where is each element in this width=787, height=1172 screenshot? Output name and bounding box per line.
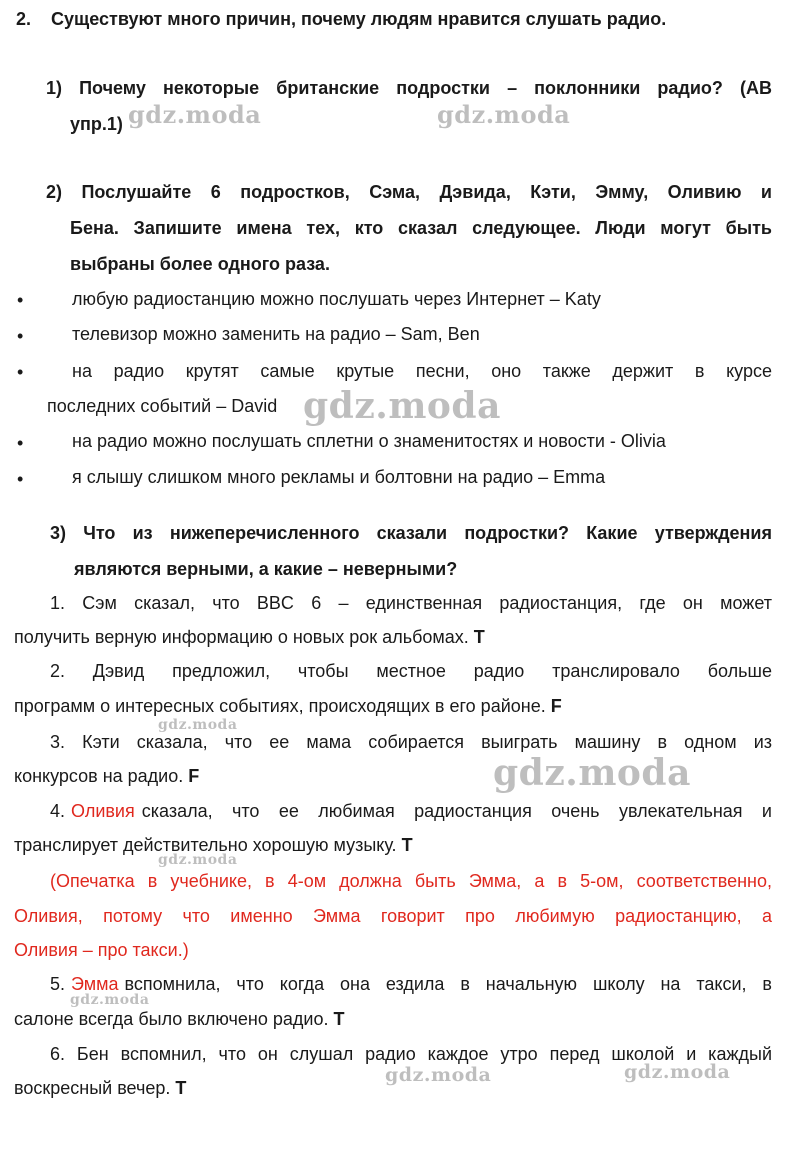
item-1-line1: 1. Сэм сказал, что BBC 6 – единственная радиостанция, где он может xyxy=(50,593,772,613)
item-6-text: воскресный вечер. xyxy=(14,1078,171,1098)
item-2-text: программ о интересных событиях, происходящих в его районе. xyxy=(14,696,546,716)
watermark: gdz.moda xyxy=(437,100,571,129)
q2-line2: Бена. Запишите имена тех, кто сказал следующее. Люди могут быть xyxy=(70,218,772,238)
item-2-line1: 2. Дэвид предложил, чтобы местное радио транслировало больше xyxy=(50,661,772,681)
item-4-line1 xyxy=(50,800,772,822)
watermark: gdz.moda xyxy=(158,852,238,868)
note-line1: (Опечатка в учебнике, в 4-ом должна быть Эмма, а в 5-ом, соответственно, xyxy=(50,871,772,891)
bullet-item-4: на радио можно послушать сплетни о знаменитостях и новости - Olivia xyxy=(72,431,666,451)
item-3-line1: 3. Кэти сказала, что ее мама собирается выиграть машину в одном из xyxy=(50,732,772,752)
bullet-dot: • xyxy=(17,326,24,346)
task-heading xyxy=(16,8,666,30)
item-3-line2 xyxy=(14,765,199,787)
q2-line3: выбраны более одного раза. xyxy=(70,254,330,274)
item-4-answer: T xyxy=(401,835,413,855)
item-1-answer: T xyxy=(473,627,485,647)
task-number: 2. xyxy=(16,9,32,29)
q3-line2: являются верными, а какие – неверными? xyxy=(74,559,458,579)
item-4-text-2: транслирует действительно хорошую музыку. xyxy=(14,835,397,855)
watermark: gdz.moda xyxy=(624,1061,731,1083)
q3-line1: 3) Что из нижеперечисленного сказали подростки? Какие утверждения xyxy=(50,523,772,543)
item-6-line2 xyxy=(14,1077,186,1099)
bullet-dot: • xyxy=(17,290,24,310)
item-2-line2 xyxy=(14,695,562,717)
item-3-answer: F xyxy=(188,766,200,786)
item-4-name: Оливия xyxy=(71,801,135,821)
bullet-item-3-line1: на радио крутят самые крутые песни, оно также держит в курсе xyxy=(72,361,772,381)
item-1-line2 xyxy=(14,626,485,648)
q1-line1: 1) Почему некоторые британские подростки – поклонники радио? (АВ xyxy=(46,78,772,98)
watermark: gdz.moda xyxy=(128,100,262,129)
bullet-dot: • xyxy=(17,433,24,453)
task-title: Существуют много причин, почему людям нравится слушать радио. xyxy=(51,9,667,29)
item-6-line1: 6. Бен вспомнил, что он слушал радио каждое утро перед школой и каждый xyxy=(50,1044,772,1064)
item-5-text-2: салоне всегда было включено радио. xyxy=(14,1009,329,1029)
item-6-answer: T xyxy=(175,1078,187,1098)
item-5-line1 xyxy=(50,973,772,995)
item-5-line2 xyxy=(14,1008,344,1030)
watermark: gdz.moda xyxy=(158,717,238,733)
note-line2: Оливия, потому что именно Эмма говорит про любимую радиостанцию, а xyxy=(14,906,772,926)
item-4-text: сказала, что ее любимая радиостанция очень увлекательная и xyxy=(141,801,772,821)
watermark: gdz.moda xyxy=(303,385,501,427)
item-1-text: получить верную информацию о новых рок альбомах. xyxy=(14,627,469,647)
q1-line2: упр.1) xyxy=(70,114,123,134)
watermark: gdz.moda xyxy=(493,752,691,794)
item-4-number: 4. xyxy=(50,801,66,821)
bullet-dot: • xyxy=(17,469,24,489)
item-5-text: вспомнила, что когда она ездила в начальную школу на такси, в xyxy=(124,974,772,994)
watermark: gdz.moda xyxy=(385,1064,492,1086)
note-line3: Оливия – про такси.) xyxy=(14,940,189,960)
item-5-name: Эмма xyxy=(71,974,119,994)
bullet-item-5: я слышу слишком много рекламы и болтовни на радио – Emma xyxy=(72,467,606,487)
item-2-answer: F xyxy=(550,696,562,716)
bullet-dot: • xyxy=(17,362,24,382)
bullet-item-1: любую радиостанцию можно послушать через Интернет – Katy xyxy=(72,289,601,309)
item-5-answer: T xyxy=(333,1009,345,1029)
bullet-item-3-line2: последних событий – David xyxy=(47,396,278,416)
item-5-number: 5. xyxy=(50,974,66,994)
item-3-text: конкурсов на радио. xyxy=(14,766,184,786)
watermark: gdz.moda xyxy=(70,992,150,1008)
q2-line1: 2) Послушайте 6 подростков, Сэма, Дэвида, Кэти, Эмму, Оливию и xyxy=(46,182,772,202)
bullet-item-2: телевизор можно заменить на радио – Sam, Ben xyxy=(72,324,480,344)
